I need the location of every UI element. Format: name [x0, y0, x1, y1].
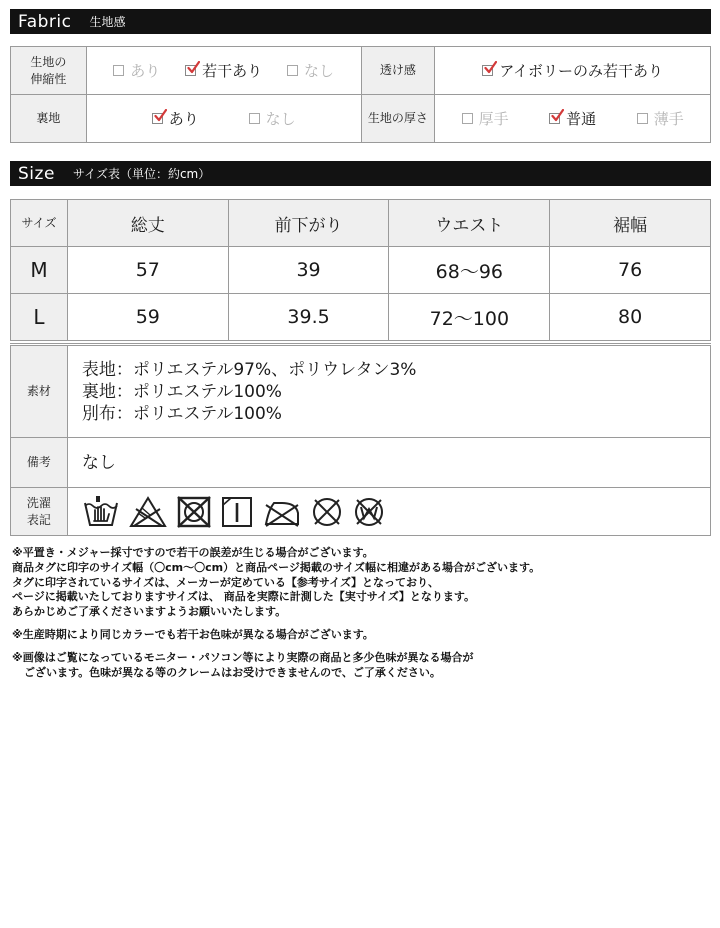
column-header: 総丈: [67, 200, 228, 247]
thickness-option: [637, 108, 684, 129]
checkbox-icon: [462, 113, 473, 124]
no-bleach-icon: [128, 495, 168, 529]
thickness-options: [435, 95, 711, 143]
size-name: L: [11, 294, 68, 341]
no-dry-clean-icon: [310, 495, 344, 529]
checked-box-icon: [482, 65, 493, 76]
table-cell: 57: [67, 247, 228, 294]
note-line: ページに掲載いたしておりますサイズは、 商品を実際に計測した【実寸サイズ】となります。: [12, 590, 475, 604]
stretch-option: [113, 60, 160, 81]
line-dry-shade-icon: [220, 495, 254, 529]
care-label: 洗濯 表記: [11, 488, 68, 536]
checked-box-icon: [152, 113, 163, 124]
lining-options: [86, 95, 361, 143]
table-row: [11, 294, 711, 341]
table-cell: 72〜100: [389, 294, 550, 341]
no-wet-clean-icon: [352, 495, 386, 529]
remarks-label: 備考: [11, 438, 68, 488]
thickness-option: [549, 108, 596, 129]
notes: [12, 546, 540, 680]
checked-box-icon: [549, 113, 560, 124]
fabric-title-en: Fabric: [18, 11, 72, 32]
info-table: [10, 343, 711, 536]
thickness-label: 生地の厚さ: [361, 95, 435, 143]
note-line: 商品タグに印字のサイズ幅（〇cm〜〇cm）と商品ページ掲載のサイズ幅に相違がある場合がございます。: [12, 560, 541, 574]
lining-option: [249, 108, 296, 129]
lining-option-text: なし: [265, 110, 296, 128]
lining-option-text: あり: [168, 110, 199, 128]
lining-option: [152, 108, 199, 129]
size-title-en: Size: [18, 163, 55, 184]
checked-box-icon: [185, 65, 196, 76]
stretch-option: [287, 60, 334, 81]
fabric-section-header: [10, 9, 711, 34]
thickness-option-text: 普通: [566, 110, 597, 128]
lining-label: 裏地: [11, 95, 87, 143]
size-table-header: [11, 200, 711, 247]
size-name: M: [11, 247, 68, 294]
note-line: ※画像はご覧になっているモニター・パソコン等により実際の商品と多少色味が異なる場合が: [12, 650, 474, 664]
note-line: タグに印字されているサイズは、メーカーが定めている【参考サイズ】となっており、: [12, 575, 440, 589]
note-line: ※平置き・メジャー採寸ですので若干の誤差が生じる場合がございます。: [12, 546, 374, 559]
note-line: ございます。色味が異なる等のクレームはお受けできませんので、ご了承ください。: [24, 665, 441, 679]
table-row: [11, 247, 711, 294]
sheer-option-text: アイボリーのみ若干あり: [499, 62, 663, 80]
stretch-options: [86, 47, 361, 95]
stretch-option-text: あり: [130, 62, 161, 80]
thickness-option-text: 薄手: [653, 110, 684, 128]
material-label: 素材: [11, 345, 68, 438]
checkbox-icon: [287, 65, 298, 76]
no-tumble-dry-icon: [176, 495, 212, 529]
sheer-options: [435, 47, 711, 95]
sheer-option: [482, 60, 663, 81]
checkbox-icon: [637, 113, 648, 124]
stretch-option-text: なし: [304, 62, 335, 80]
stretch-label: 生地の 伸縮性: [11, 47, 87, 95]
low-iron-icon: [262, 495, 302, 529]
column-header: ウエスト: [389, 200, 550, 247]
checkbox-icon: [113, 65, 124, 76]
column-header: 前下がり: [228, 200, 389, 247]
fabric-title-jp: 生地感: [89, 15, 126, 29]
sheer-label: 透け感: [361, 47, 435, 95]
thickness-option-text: 厚手: [478, 110, 509, 128]
thickness-option: [462, 108, 509, 129]
size-corner-label: サイズ: [11, 200, 68, 247]
note-line: あらかじめご了承くださいますようお願いいたします。: [12, 605, 287, 619]
material-line: 表地：ポリエステル97%、ポリウレタン3%: [81, 359, 417, 380]
care-icons: [67, 488, 710, 536]
checkbox-icon: [249, 113, 260, 124]
material-line: 別布：ポリエステル100%: [81, 403, 282, 424]
size-section-header: [10, 161, 711, 186]
table-cell: 39.5: [228, 294, 389, 341]
note-line: ※生産時期により同じカラーでも若干お色味が異なる場合がございます。: [12, 627, 374, 641]
material-line: 裏地：ポリエステル100%: [81, 381, 282, 402]
table-cell: 39: [228, 247, 389, 294]
hand-wash-icon: [82, 494, 120, 530]
fabric-table: [10, 46, 711, 143]
stretch-option-text: 若干あり: [202, 62, 263, 80]
table-cell: 80: [550, 294, 711, 341]
material-content: [67, 345, 710, 438]
size-title-jp: サイズ表（単位：約cm）: [72, 167, 211, 181]
remarks-content: なし: [67, 438, 710, 488]
table-cell: 59: [67, 294, 228, 341]
table-cell: 76: [550, 247, 711, 294]
table-cell: 68〜96: [389, 247, 550, 294]
size-table: [10, 199, 711, 341]
column-header: 裾幅: [550, 200, 711, 247]
stretch-option: [185, 60, 262, 81]
